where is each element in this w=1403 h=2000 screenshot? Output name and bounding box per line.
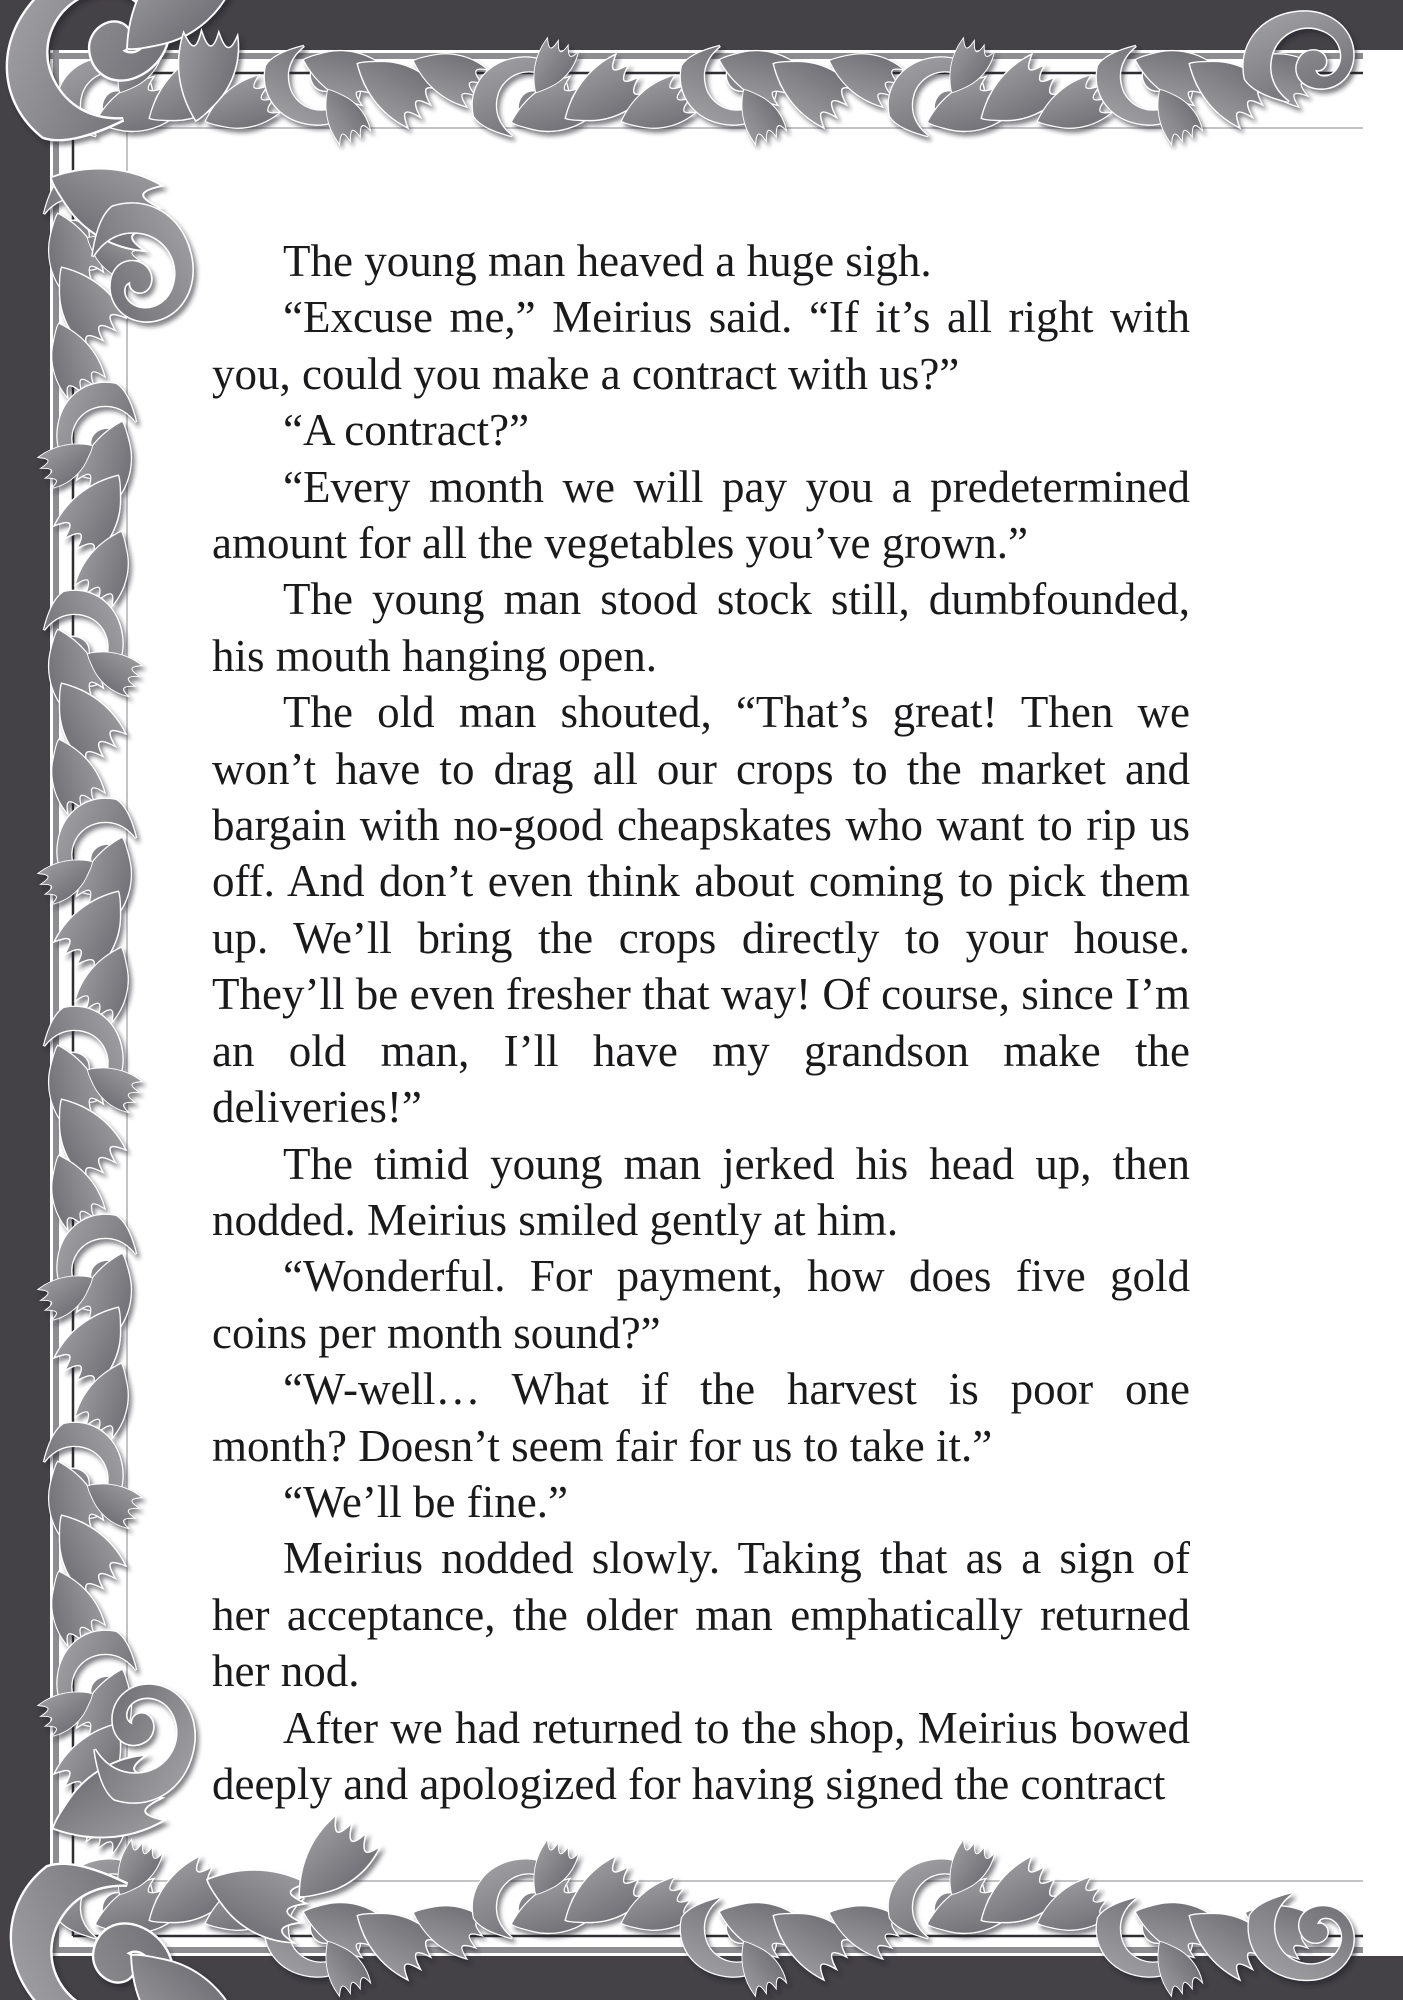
paragraph: The timid young man jerked his head up, then nodded. Meirius smiled gently at him. <box>212 1138 1190 1245</box>
paragraph: The young man heaved a huge sigh. <box>283 236 932 286</box>
paragraph: The old man shouted, “That’s great! Then we won’t have to drag all our crops to the market and bargain with no-good cheapskates who want to rip us off. And don’t even think about coming to pick them up. We’ll bring the crops directly to your house. They’ll be even fresher that way! Of course, since I’m an old man, I’ll have my grandson make the deliveries!” <box>212 687 1190 1133</box>
paragraph: “We’ll be fine.” <box>283 1476 568 1527</box>
page-text-block <box>212 233 1190 1812</box>
paragraph: The young man stood stock still, dumbfounded, his mouth hanging open. <box>212 574 1190 681</box>
paragraph: “Wonderful. For payment, how does five gold coins per month sound?” <box>212 1251 1190 1358</box>
paragraph: “Every month we will pay you a predetermined amount for all the vegetables you’ve grown.” <box>212 461 1190 569</box>
paragraph: After we had returned to the shop, Meirius bowed deeply and apologized for having signed the contract <box>212 1702 1190 1809</box>
paragraph: “Excuse me,” Meirius said. “If it’s all right with you, could you make a contract with us?” <box>212 292 1190 399</box>
paragraph: “A contract?” <box>283 405 530 456</box>
paragraph: Meirius nodded slowly. Taking that as a sign of her acceptance, the older man emphatically returned her nod. <box>212 1533 1190 1697</box>
paragraph: “W-well… What if the harvest is poor one month? Doesn’t seem fair for us to take it.” <box>212 1364 1190 1471</box>
